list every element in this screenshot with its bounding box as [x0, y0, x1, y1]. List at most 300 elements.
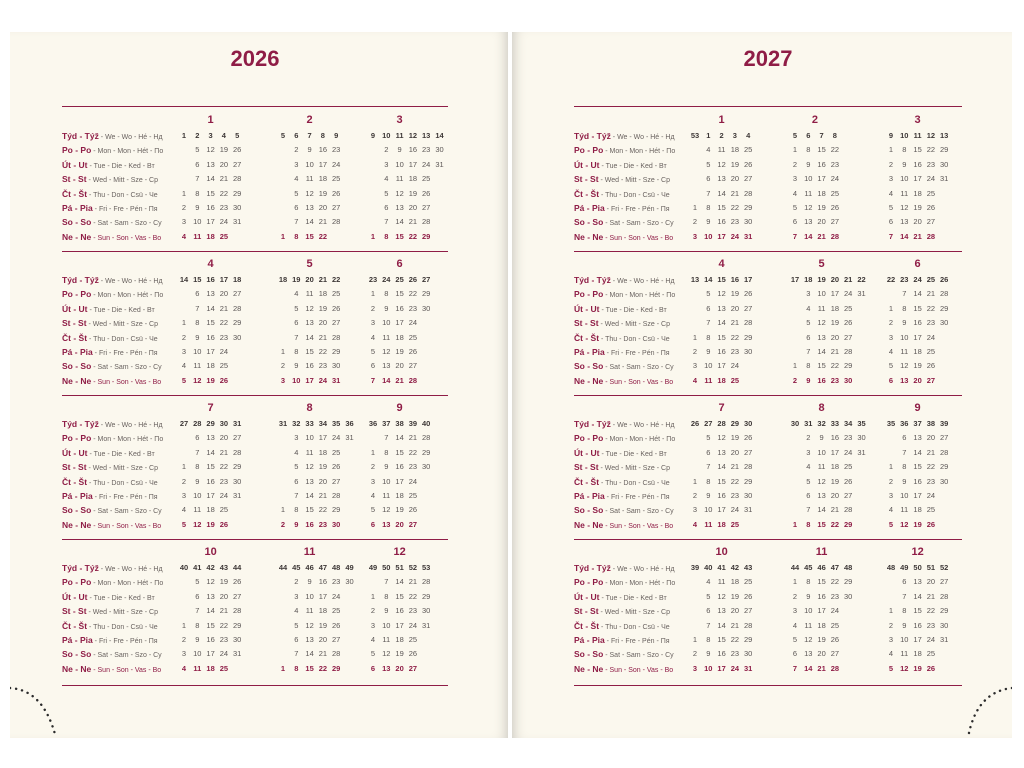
month-number: 2	[811, 114, 818, 126]
date-cell: 23	[926, 620, 936, 630]
date-cell: 23	[219, 476, 229, 486]
week-number: 50	[382, 563, 391, 572]
row-label-key: Ne - Ne	[574, 375, 604, 386]
date-cell: 14	[206, 606, 215, 616]
date-cell: 5	[294, 462, 299, 472]
date-cell: 11	[900, 188, 909, 198]
date-cell: 2	[370, 303, 376, 313]
date-cell: 21	[926, 447, 936, 457]
row-label-key: Týd - Týž	[574, 563, 611, 573]
date-cell: 28	[940, 591, 949, 601]
date-cell: 1	[181, 188, 187, 198]
weekday-label	[62, 433, 163, 445]
date-cell: 26	[830, 203, 840, 212]
date-cell: 5	[370, 347, 376, 356]
date-cell: 9	[307, 145, 312, 155]
month-number: 7	[207, 402, 214, 414]
date-cell: 15	[305, 505, 314, 515]
date-cell: 5	[294, 188, 299, 198]
row-label-key: Pá - Pia	[62, 203, 93, 213]
date-cell: 30	[332, 361, 341, 371]
date-cell: 30	[940, 159, 949, 169]
date-cell: 15	[395, 289, 404, 299]
date-cell: 29	[744, 332, 753, 342]
row-label-key: Pá - Pia	[62, 491, 93, 501]
week-number: 3	[208, 131, 213, 140]
date-cell: 19	[817, 635, 826, 644]
sunday-date: 5	[181, 519, 187, 529]
date-cell: 22	[408, 591, 418, 601]
date-cell: 6	[294, 476, 299, 486]
weekday-label	[62, 232, 161, 244]
date-cell: 20	[408, 203, 418, 212]
section-rule	[574, 251, 962, 252]
date-cell: 23	[332, 145, 341, 155]
row-label-translations: - Wed - Mitt - Sze - Ср	[86, 465, 158, 473]
row-label-translations: - Wed - Mitt - Sze - Ср	[86, 609, 158, 617]
month-number: 1	[718, 114, 725, 126]
date-cell: 25	[744, 577, 753, 587]
date-cell: 1	[888, 303, 894, 313]
sunday-date: 4	[181, 663, 187, 673]
week-number: 37	[913, 419, 922, 428]
date-cell: 6	[195, 289, 200, 299]
date-cell: 8	[902, 303, 907, 313]
week-number: 2	[195, 131, 200, 140]
row-label-translations: - Mon - Mon - Hét - По	[603, 580, 676, 588]
date-cell: 14	[717, 318, 726, 328]
date-cell: 21	[219, 606, 229, 616]
sunday-date: 10	[704, 663, 713, 673]
row-label-translations: - Fri - Fre - Pén - Пя	[604, 350, 670, 357]
date-cell: 27	[744, 447, 753, 457]
week-number: 8	[320, 131, 325, 140]
date-cell: 21	[318, 649, 328, 659]
section-rule	[574, 395, 962, 396]
date-cell: 7	[195, 303, 200, 313]
sunday-date: 28	[830, 231, 840, 241]
weekday-label	[62, 649, 162, 661]
row-label-translations: - Mon - Mon - Hét - По	[603, 148, 676, 156]
date-cell: 7	[294, 332, 299, 342]
year-title: 2027	[743, 46, 793, 71]
sunday-date: 9	[806, 375, 811, 385]
date-cell: 26	[332, 462, 341, 472]
sunday-date: 8	[294, 231, 299, 241]
date-cell: 4	[806, 462, 811, 472]
date-cell: 19	[830, 476, 840, 486]
row-label-translations: - Sat - Sam - Szo - Су	[603, 652, 674, 660]
date-cell: 7	[706, 188, 711, 198]
date-cell: 22	[730, 332, 740, 342]
date-cell: 17	[717, 361, 726, 371]
date-cell: 6	[706, 606, 711, 616]
week-number: 49	[900, 563, 909, 572]
date-cell: 12	[804, 203, 813, 212]
row-label-translations: - Sun - Son - Vas - Во	[91, 234, 162, 242]
sunday-date: 21	[913, 231, 922, 241]
date-cell: 1	[181, 620, 187, 630]
date-cell: 23	[730, 217, 740, 227]
row-label-key: Po - Po	[574, 433, 604, 444]
date-cell: 7	[384, 577, 389, 587]
date-cell: 29	[844, 361, 853, 371]
week-number: 33	[305, 419, 314, 428]
date-cell: 18	[830, 462, 840, 472]
row-label-key: So - So	[62, 649, 92, 660]
sunday-date: 24	[318, 375, 328, 385]
month-number: 2	[306, 114, 313, 126]
date-cell: 3	[181, 347, 187, 356]
date-cell: 7	[195, 447, 200, 457]
date-cell: 19	[318, 620, 328, 630]
week-number: 27	[179, 419, 189, 428]
row-label-translations: - Mon - Mon - Hét - По	[91, 292, 164, 300]
date-cell: 8	[902, 606, 907, 616]
week-number: 14	[704, 275, 713, 284]
sunday-date: 1	[370, 231, 376, 241]
date-cell: 24	[926, 491, 936, 500]
week-number: 27	[422, 275, 431, 284]
date-cell: 22	[408, 289, 418, 299]
date-cell: 11	[717, 145, 726, 155]
date-cell: 25	[408, 635, 418, 644]
date-cell: 30	[744, 347, 753, 356]
date-cell: 6	[195, 591, 200, 601]
date-cell: 13	[804, 217, 813, 227]
date-cell: 28	[233, 447, 242, 457]
date-cell: 27	[408, 361, 418, 371]
date-cell: 2	[692, 347, 698, 356]
date-cell: 29	[940, 303, 949, 313]
date-cell: 29	[844, 577, 853, 587]
sunday-date: 23	[318, 519, 328, 529]
date-cell: 12	[817, 476, 826, 486]
date-cell: 10	[193, 347, 202, 356]
date-cell: 28	[422, 433, 431, 443]
date-cell: 10	[900, 174, 909, 184]
sunday-date: 25	[730, 519, 740, 529]
date-cell: 19	[913, 361, 922, 371]
sunday-date: 6	[888, 375, 894, 385]
week-row-label	[62, 131, 163, 143]
week-number: 42	[206, 563, 215, 572]
sunday-date: 12	[193, 375, 202, 385]
date-cell: 1	[181, 462, 187, 472]
date-cell: 14	[395, 217, 404, 227]
date-cell: 27	[830, 649, 840, 659]
date-cell: 9	[902, 159, 907, 169]
month-number: 8	[818, 402, 825, 414]
date-cell: 5	[706, 159, 711, 169]
date-cell: 13	[395, 203, 404, 212]
weekday-label	[574, 189, 670, 201]
date-cell: 4	[384, 174, 389, 184]
row-label-translations: - We - Wo - Hé - Нд	[98, 422, 163, 429]
sunday-date: 24	[730, 663, 740, 673]
date-cell: 31	[857, 447, 866, 457]
footer-rule	[62, 685, 448, 686]
date-cell: 14	[913, 289, 922, 299]
week-number: 31	[278, 419, 288, 428]
date-cell: 6	[888, 217, 894, 227]
row-label-key: Pá - Pia	[574, 347, 605, 357]
row-label-key: Út - Ut	[62, 159, 88, 170]
month-number: 7	[718, 402, 725, 414]
date-cell: 20	[219, 159, 229, 169]
date-cell: 30	[233, 476, 242, 486]
sunday-date: 27	[408, 663, 418, 673]
date-cell: 15	[913, 606, 922, 616]
date-cell: 22	[318, 347, 328, 356]
date-cell: 6	[792, 649, 798, 659]
week-row-label	[574, 275, 675, 287]
date-cell: 29	[233, 318, 242, 328]
sunday-date: 14	[804, 231, 813, 241]
date-cell: 26	[744, 433, 753, 443]
date-cell: 18	[206, 361, 215, 371]
week-number: 30	[790, 419, 800, 428]
sunday-date: 27	[408, 519, 418, 529]
date-cell: 2	[888, 620, 894, 630]
week-number: 40	[422, 419, 431, 428]
date-cell: 1	[888, 145, 894, 155]
date-cell: 29	[332, 505, 341, 515]
weekday-label	[574, 592, 667, 604]
date-cell: 24	[844, 289, 853, 299]
date-cell: 27	[233, 289, 242, 299]
date-cell: 2	[294, 577, 299, 587]
week-number: 4	[221, 131, 226, 140]
date-cell: 3	[888, 332, 894, 342]
row-label-translations: - We - Wo - Hé - Нд	[98, 566, 163, 573]
week-number: 31	[233, 419, 242, 428]
week-number: 40	[704, 563, 713, 572]
date-cell: 8	[195, 462, 200, 472]
date-cell: 24	[219, 649, 229, 659]
date-cell: 22	[830, 361, 840, 371]
weekday-label	[62, 606, 158, 618]
date-cell: 26	[332, 303, 341, 313]
date-cell: 23	[926, 318, 936, 328]
date-cell: 17	[206, 217, 215, 227]
date-cell: 4	[792, 620, 798, 630]
sunday-date: 16	[305, 519, 314, 529]
week-number: 28	[717, 419, 726, 428]
date-cell: 11	[900, 505, 909, 515]
date-cell: 24	[219, 347, 229, 356]
date-cell: 3	[181, 649, 187, 659]
date-cell: 8	[384, 447, 389, 457]
date-cell: 5	[384, 188, 389, 198]
date-cell: 11	[804, 620, 813, 630]
date-cell: 16	[817, 591, 826, 601]
row-label-key: Týd - Týž	[574, 275, 611, 285]
date-cell: 29	[233, 462, 242, 472]
date-cell: 12	[382, 505, 391, 515]
date-cell: 2	[792, 159, 798, 169]
sunday-date: 3	[692, 231, 698, 241]
date-cell: 27	[744, 303, 753, 313]
date-cell: 29	[422, 591, 431, 601]
week-number: 10	[900, 131, 909, 140]
date-cell: 8	[294, 505, 299, 515]
week-number: 44	[790, 563, 800, 572]
date-cell: 6	[902, 577, 907, 587]
week-number: 34	[844, 419, 853, 428]
week-row-label	[62, 275, 163, 287]
week-number: 4	[746, 131, 751, 140]
date-cell: 11	[382, 635, 391, 644]
week-row-label	[574, 131, 675, 143]
date-cell: 16	[830, 433, 840, 443]
date-cell: 12	[305, 303, 314, 313]
date-cell: 10	[704, 505, 713, 515]
row-label-translations: - Wed - Mitt - Sze - Ср	[598, 321, 670, 329]
date-cell: 1	[280, 347, 286, 356]
date-cell: 10	[305, 159, 314, 169]
weekday-label	[574, 606, 670, 618]
date-cell: 28	[940, 289, 949, 299]
date-cell: 15	[817, 145, 826, 155]
date-cell: 17	[913, 635, 922, 644]
date-cell: 21	[219, 303, 229, 313]
date-cell: 1	[692, 635, 698, 644]
weekday-label	[574, 347, 670, 359]
weekday-label	[62, 333, 158, 345]
date-cell: 9	[902, 318, 907, 328]
date-cell: 19	[408, 188, 418, 198]
date-cell: 18	[730, 577, 740, 587]
row-label-key: Pá - Pia	[574, 491, 605, 501]
sunday-date: 19	[206, 519, 215, 529]
sunday-date: 3	[280, 375, 286, 385]
row-label-translations: - Sat - Sam - Szo - Су	[91, 364, 162, 372]
date-cell: 30	[422, 606, 431, 616]
date-cell: 3	[384, 159, 389, 169]
weekday-label	[62, 174, 158, 186]
date-cell: 17	[395, 318, 404, 328]
date-cell: 17	[817, 174, 826, 184]
date-cell: 2	[384, 145, 389, 155]
week-number: 22	[332, 275, 341, 284]
row-label-translations: - Thu - Don - Csü - Че	[87, 191, 158, 199]
date-cell: 29	[940, 606, 949, 616]
date-cell: 2	[181, 635, 187, 644]
date-cell: 12	[817, 318, 826, 328]
header-rule	[62, 106, 448, 107]
weekday-label	[574, 462, 670, 474]
week-number: 16	[730, 275, 740, 284]
date-cell: 28	[744, 188, 753, 198]
date-cell: 24	[408, 476, 418, 486]
sunday-date: 11	[704, 375, 713, 385]
date-cell: 7	[294, 217, 299, 227]
weekday-label	[62, 361, 162, 373]
date-cell: 8	[195, 318, 200, 328]
date-cell: 7	[384, 433, 389, 443]
date-cell: 23	[219, 635, 229, 644]
date-cell: 9	[706, 491, 711, 500]
date-cell: 28	[233, 174, 242, 184]
date-cell: 19	[830, 318, 840, 328]
week-number: 30	[744, 419, 753, 428]
weekday-label	[574, 333, 670, 345]
week-number: 45	[292, 563, 301, 572]
date-cell: 23	[408, 303, 418, 313]
date-cell: 7	[806, 347, 811, 356]
month-number: 1	[207, 114, 214, 126]
date-cell: 23	[844, 433, 853, 443]
date-cell: 24	[830, 606, 840, 616]
date-cell: 3	[792, 606, 798, 616]
month-number: 6	[914, 258, 921, 270]
weekday-label	[62, 621, 158, 633]
date-cell: 26	[844, 476, 853, 486]
row-label-key: St - St	[62, 606, 87, 617]
date-cell: 17	[206, 347, 215, 356]
row-label-translations: - Sat - Sam - Szo - Су	[603, 220, 674, 228]
date-cell: 21	[408, 433, 418, 443]
date-cell: 12	[717, 289, 726, 299]
row-label-translations: - Thu - Don - Csü - Че	[599, 623, 670, 631]
date-cell: 27	[844, 332, 853, 342]
row-label-key: St - St	[574, 462, 599, 473]
date-cell: 20	[730, 303, 740, 313]
date-cell: 4	[888, 347, 894, 356]
date-cell: 16	[206, 476, 215, 486]
weekday-label	[62, 203, 158, 215]
date-cell: 1	[888, 606, 894, 616]
date-cell: 16	[305, 361, 314, 371]
row-label-translations: - Fri - Fre - Pén - Пя	[92, 350, 158, 357]
week-number: 13	[422, 131, 431, 140]
date-cell: 10	[305, 433, 314, 443]
date-cell: 5	[195, 145, 200, 155]
week-number: 53	[690, 131, 700, 140]
date-cell: 25	[332, 289, 341, 299]
date-cell: 20	[817, 217, 826, 227]
week-row-label	[574, 419, 675, 431]
date-cell: 29	[422, 447, 431, 457]
week-number: 43	[744, 563, 753, 572]
sunday-date: 8	[384, 231, 389, 241]
sunday-date: 3	[692, 663, 698, 673]
week-number: 24	[382, 275, 391, 284]
date-cell: 2	[181, 332, 187, 342]
date-cell: 19	[219, 577, 229, 587]
date-cell: 22	[219, 188, 229, 198]
date-cell: 11	[900, 649, 909, 659]
date-cell: 3	[806, 447, 811, 457]
sunday-date: 31	[744, 663, 753, 673]
date-cell: 6	[806, 332, 811, 342]
date-cell: 13	[305, 203, 314, 212]
date-cell: 6	[902, 433, 907, 443]
date-cell: 28	[844, 347, 853, 356]
week-number: 9	[888, 131, 894, 140]
date-cell: 26	[408, 505, 418, 515]
row-label-key: Čt - Št	[62, 476, 88, 487]
date-cell: 23	[219, 332, 229, 342]
date-cell: 17	[318, 433, 328, 443]
date-cell: 21	[219, 174, 229, 184]
date-cell: 13	[817, 491, 826, 500]
date-cell: 7	[902, 591, 907, 601]
date-cell: 25	[844, 303, 853, 313]
week-number: 32	[817, 419, 826, 428]
row-label-translations: - Sun - Son - Vas - Во	[91, 522, 162, 530]
